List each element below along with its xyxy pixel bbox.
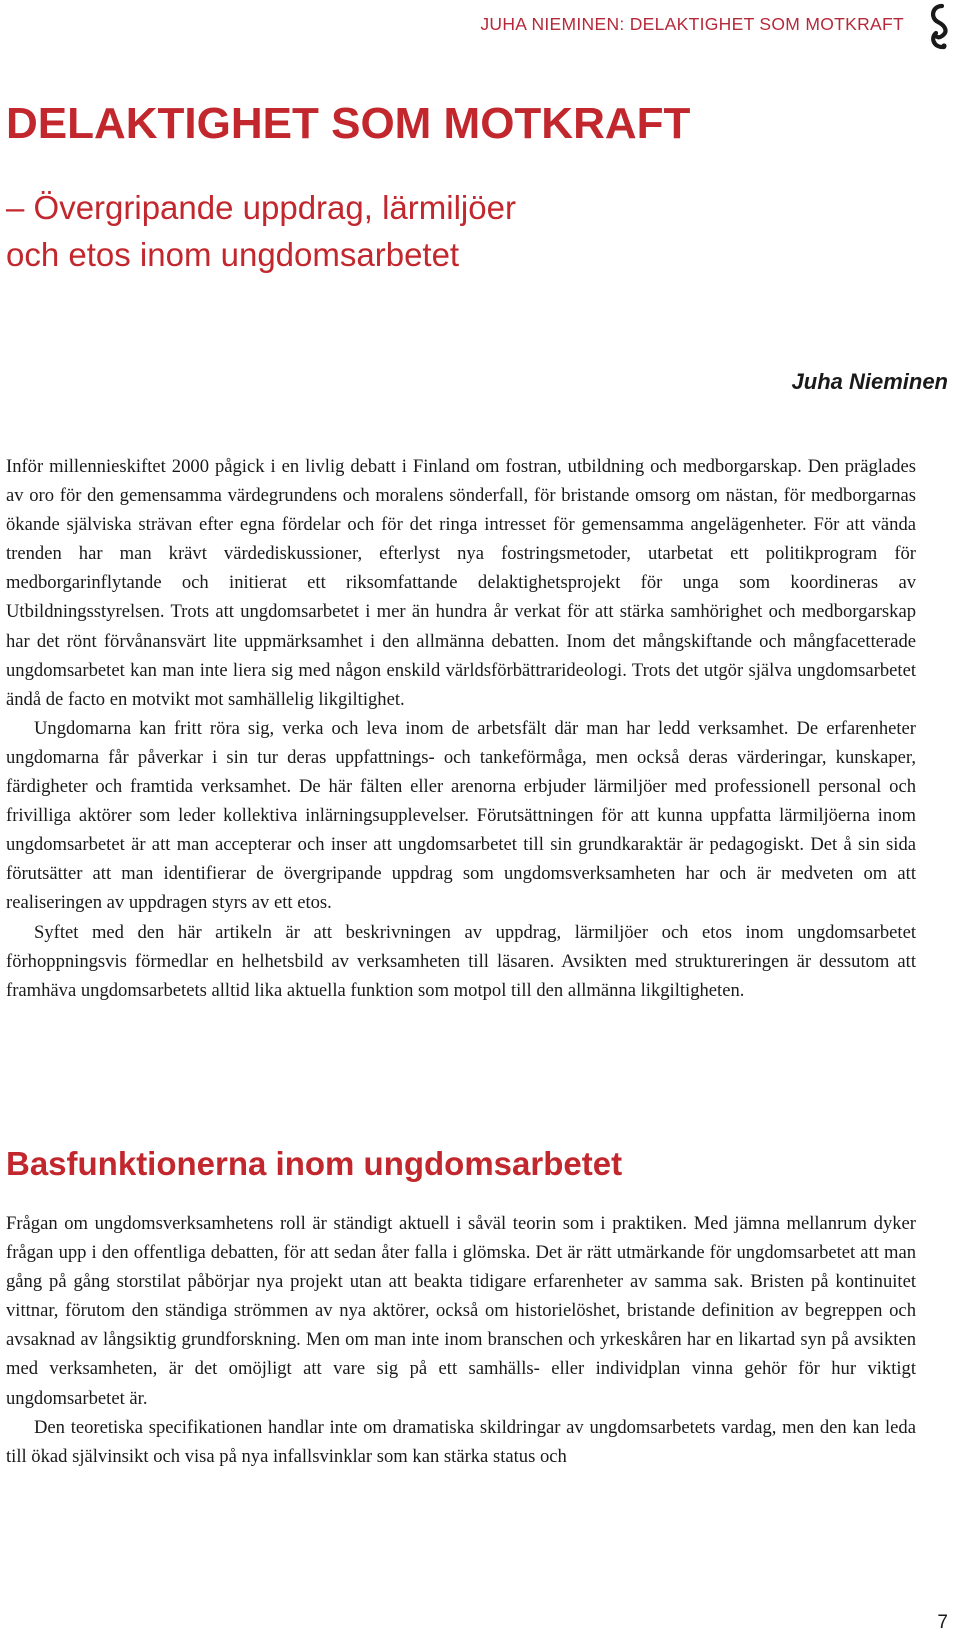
- section-text-block: [6, 1209, 916, 1471]
- subtitle-line-1: – Övergripande uppdrag, lärmiljöer: [6, 189, 516, 226]
- subtitle-line-2: och etos inom ungdomsarbetet: [6, 236, 460, 273]
- author-name: Juha Nieminen: [791, 369, 948, 394]
- intro-paragraph-3: Syftet med den här artikeln är att beskrivningen av uppdrag, lärmiljöer och etos inom ungdomsarbetet förhoppningsvis förmedlar en helhetsbild av verksamheten till läsaren. Avsikten med struktureringen är dessutom att framhäva ungdomsarbetets alltid lika aktuella funktion som motpol till den allmänna likgiltigheten.: [6, 921, 916, 1001]
- intro-paragraph-2: Ungdomarna kan fritt röra sig, verka och leva inom de arbetsfält där man har ledd verksamhet. De erfarenheter ungdomarna får påverkar i sin tur deras uppfattnings- och tankeförmåga, men också deras värderingar, kunskaper, färdigheter och framtida verksamhet. De här fälten eller arenorna erbjuder lärmiljöer med professionell personal och frivilliga aktörer som leder kollektiva inlärningsupplevelser. Förutsättningen för att kunna uppfatta lärmiljöerna inom ungdomsarbetet är att man accepterar och inser att ungdomsarbetet till sin grundkaraktär är pedagogiskt. Det å sin sida förutsätter att man identifierar de övergripande uppdrag som ungdomsverksamheten har och är medveten om att realiseringen av uppdragen styrs av ett etos.: [6, 717, 916, 914]
- page-number: 7: [937, 1612, 948, 1633]
- running-header: JUHA NIEMINEN: DELAKTIGHET SOM MOTKRAFT: [480, 14, 904, 34]
- section-paragraph-1: Frågan om ungdomsverksamhetens roll är ständigt aktuell i såväl teorin som i praktiken. Med jämna mellanrum dyker frågan upp i den offentliga debatten, för att sedan åter falla i glömska. Det är rätt utmärkande för ungdomsarbetet att man gång på gång storstilat påbörjar nya projekt utan att beakta tidigare erfarenheter av samma sak. Bristen på kontinuitet vittnar, förutom den ständiga strömmen av nya aktörer, också om historielöshet, bristande definition av begreppen och avsaknad av långsiktig grundforskning. Men om man inte inom branschen och yrkeskåren har en likartad syn på avsikten med verksamheten, är det omöjligt att vare sig på ett samhälls- eller individplan vinna gehör för hur viktigt ungdomsarbetet är.: [6, 1213, 916, 1409]
- article-title: DELAKTIGHET SOM MOTKRAFT: [6, 99, 691, 148]
- section-paragraph-2: Den teoretiska specifikationen handlar inte om dramatiska skildringar av ungdomsarbetets vardag, men den kan leda till ökad självinsikt och visa på nya infallsvinklar som kan stärka status och: [6, 1416, 916, 1467]
- intro-paragraph-1: Inför millennieskiftet 2000 pågick i en livlig debatt i Finland om fostran, utbildning och medborgarskap. Den präglades av oro för den gemensamma värdegrundens och moralens sönderfall, för bristande omsorg om nästan, för medborgarnas ökande själviska strävan efter egna fördelar och för det ringa intresset för gemensamma angelägenheter. För att vända trenden har man krävt värdediskussioner, efterlyst nya fostringsmetoder, utarbetat ett politikprogram för medborgarinflytande och initierat ett riksomfattande delaktighetsprojekt för unga som koordineras av Utbildningsstyrelsen. Trots att ungdomsarbetet i mer än hundra år verkat för att stärka samhörighet och medborgarskap har det rönt förvånansvärt lite uppmärksamhet i den allmänna debatten. Inom det mångskiftande och mångfacetterade ungdomsarbetet kan man inte liera sig med någon enskild världsförbättrarideologi. Trots det utgör själva ungdomsarbetet ändå de facto en motvikt mot samhällelig likgiltighet.: [6, 456, 916, 710]
- article-subtitle: [6, 184, 516, 278]
- intro-text-block: [6, 452, 916, 1005]
- section-mark-logo-icon: [922, 2, 956, 52]
- section-heading: Basfunktionerna inom ungdomsarbetet: [6, 1145, 623, 1182]
